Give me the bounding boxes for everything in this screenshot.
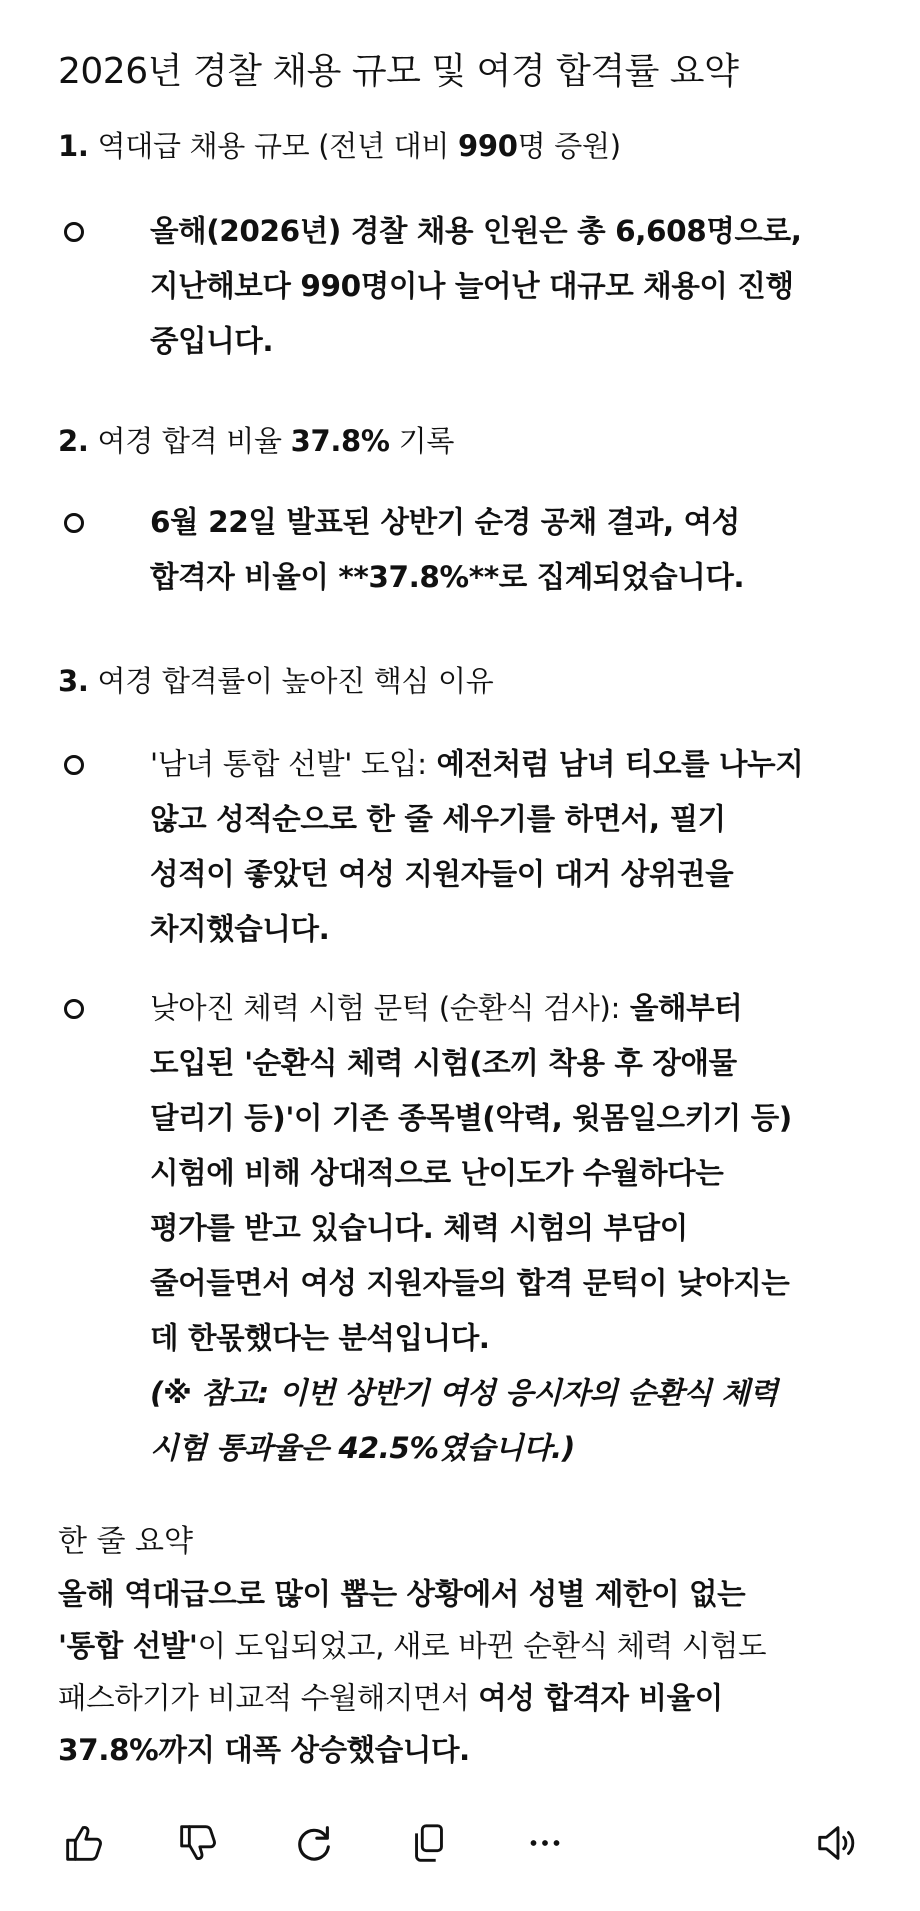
section-heading-2 <box>58 417 878 465</box>
thumbs-down-button[interactable] <box>172 1818 222 1868</box>
item-line: 지난해보다 990명이나 늘어난 대규모 채용이 진행 <box>150 269 794 303</box>
response-actions-toolbar <box>0 1808 920 1878</box>
summary-line: 올해 역대급으로 많이 뽑는 상황에서 성별 제한이 없는 <box>58 1577 746 1611</box>
summary-text <box>58 1568 878 1776</box>
summary-line: 37.8%까지 대폭 상승했습니다. <box>58 1733 470 1767</box>
item-line: 6월 22일 발표된 상반기 순경 공채 결과, 여성 <box>150 505 740 539</box>
item-line: 데 한몫했다는 분석입니다. <box>150 1321 490 1355</box>
item-line: 중입니다. <box>150 324 274 358</box>
item-line: 합격자 비율이 **37.8%**로 집계되었습니다. <box>150 560 745 594</box>
copy-icon <box>406 1820 452 1866</box>
note-line: (※ 참고: 이번 상반기 여성 응시자의 순환식 체력 <box>150 1376 778 1410</box>
summary-line: 여성 합격자 비율이 <box>478 1681 723 1715</box>
thumbs-up-icon <box>60 1820 106 1866</box>
item-line: 달리기 등)'이 기존 종목별(악력, 윗몸일으키기 등) <box>150 1101 792 1135</box>
summary-label: 한 줄 요약 <box>58 1524 193 1559</box>
item-line: 올해(2026년) 경찰 채용 인원은 총 6,608명으로, <box>150 214 802 248</box>
summary-line: 패스하기가 비교적 수월해지면서 <box>58 1681 479 1715</box>
section-heading-1 <box>58 122 878 170</box>
section-highlight: 990 <box>458 129 518 163</box>
item-line: 시험에 비해 상대적으로 난이도가 수월하다는 <box>150 1156 724 1190</box>
section-text: 명 증원) <box>517 129 621 163</box>
bullet-circle-icon <box>64 495 104 550</box>
section-text: 여경 합격률이 높아진 핵심 이유 <box>97 664 494 698</box>
summary-line: 이 도입되었고, 새로 바뀐 순환식 체력 시험도 <box>197 1629 767 1663</box>
note-line: 시험 통과율은 42.5%였습니다.) <box>150 1431 575 1465</box>
item-line: 성적이 좋았던 여성 지원자들이 대거 상위권을 <box>150 857 734 891</box>
more-icon <box>522 1820 568 1866</box>
item-note <box>150 1366 878 1476</box>
read-aloud-button[interactable] <box>812 1818 862 1868</box>
section-text: 역대급 채용 규모 (전년 대비 <box>97 129 458 163</box>
section-text: 여경 합격 비율 <box>97 424 291 458</box>
response-content <box>58 42 878 1776</box>
item-line: 올해부터 <box>620 991 743 1025</box>
refresh-icon <box>290 1820 336 1866</box>
section-text: 기록 <box>389 424 455 458</box>
item-lead: 낮아진 체력 시험 문턱 (순환식 검사): <box>150 991 621 1025</box>
item-line: 평가를 받고 있습니다. 체력 시험의 부담이 <box>150 1211 688 1245</box>
list-item <box>58 495 878 605</box>
more-options-button[interactable] <box>520 1818 570 1868</box>
bullet-circle-icon <box>64 737 104 792</box>
bullet-circle-icon <box>64 981 104 1036</box>
item-lead: '남녀 통합 선발' 도입: <box>150 747 427 781</box>
list-item <box>58 204 878 369</box>
item-line: 줄어들면서 여성 지원자들의 합격 문턱이 낮아지는 <box>150 1266 790 1300</box>
regenerate-button[interactable] <box>288 1818 338 1868</box>
section-number: 1. <box>58 129 89 163</box>
copy-button[interactable] <box>404 1818 454 1868</box>
section-highlight: 37.8% <box>290 424 390 458</box>
speaker-icon <box>814 1820 860 1866</box>
bullet-circle-icon <box>64 204 104 259</box>
section-number: 2. <box>58 424 89 458</box>
thumbs-up-button[interactable] <box>58 1818 108 1868</box>
item-line: 도입된 '순환식 체력 시험(조끼 착용 후 장애물 <box>150 1046 737 1080</box>
list-item <box>58 737 878 957</box>
page-title: 2026년 경찰 채용 규모 및 여경 합격률 요약 <box>58 51 739 92</box>
item-line: 않고 성적순으로 한 줄 세우기를 하면서, 필기 <box>150 802 726 836</box>
summary-line: '통합 선발' <box>58 1629 198 1663</box>
item-line: 예전처럼 남녀 티오를 나누지 <box>426 747 804 781</box>
item-line: 차지했습니다. <box>150 912 330 946</box>
list-item <box>58 981 878 1476</box>
section-heading-3 <box>58 657 878 705</box>
section-number: 3. <box>58 664 89 698</box>
thumbs-down-icon <box>174 1820 220 1866</box>
